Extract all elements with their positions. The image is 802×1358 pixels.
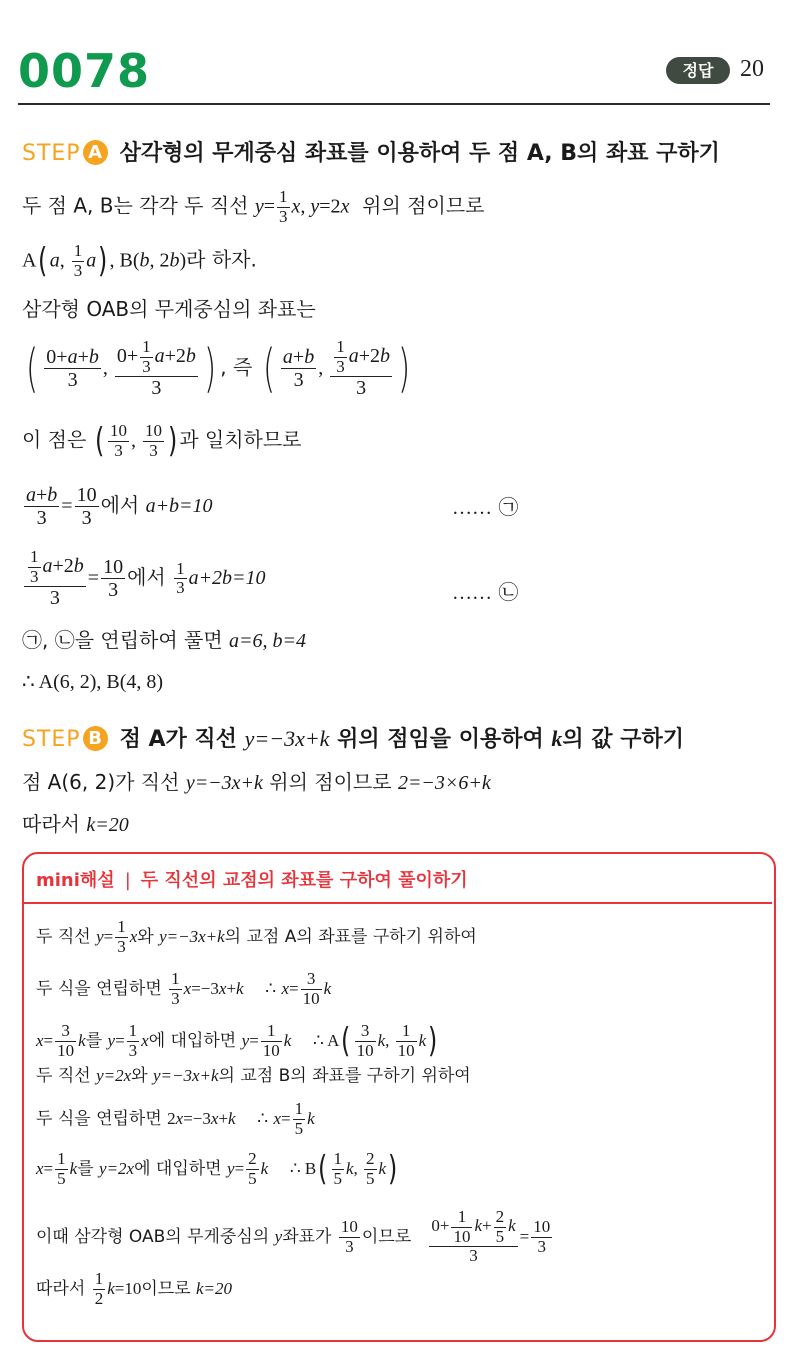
sol-line-1: 두 점 A, B는 각각 두 직선 y= $\frac{1}{3}$ x, y=2x 위의 점이므로 bbox=[22, 187, 485, 226]
mini-line-5: 두 식을 연립하면 2x=−3x+k ∴ x= $\frac{1}{5}$ k bbox=[36, 1099, 315, 1138]
text: 에서 bbox=[100, 493, 140, 517]
text: 즉 bbox=[232, 355, 253, 380]
mini-line-7: 이때 삼각형 OAB의 무게중심의 y좌표가 $\frac{10}{3}$ 이므로 0+ $\frac{1}{10}$ k+ $\frac{2}{5}$ k 3 = $\frac{10}{3}$ bbox=[36, 1207, 551, 1266]
text: ㉠, ㉡을 연립하여 풀면 bbox=[22, 628, 223, 652]
answer-value: 20 bbox=[740, 56, 764, 82]
sol-line-8 bbox=[22, 628, 306, 653]
step-a-label: STEP bbox=[22, 141, 81, 166]
mini-line-2: 두 식을 연립하면 $\frac{1}{3}$ x=−3x+k ∴ x= $\frac{3}{10}$ k bbox=[36, 969, 332, 1008]
answer-badge: 정답 bbox=[666, 57, 730, 84]
header-divider bbox=[18, 103, 770, 105]
step-b-letter: B bbox=[83, 726, 108, 751]
sol-eq-2: $\frac{1}{3}$ a+2b 3 = $\frac{10}{3}$ 에서 $\frac{1}{3}$ a+2b=10 bbox=[22, 548, 266, 609]
mini-line-1: 두 직선 y= $\frac{1}{3}$ x와 y=−3x+k의 교점 A의 좌표를 구하기 위하여 bbox=[36, 917, 477, 956]
eq1-result: a+b=10 bbox=[145, 495, 213, 517]
text: 에서 bbox=[127, 565, 166, 590]
mini-tag: mini해설 bbox=[36, 870, 115, 891]
mini-line-6: x= $\frac{1}{5}$ k를 y=2x에 대입하면 y= $\frac{2}{5}$ k ∴ B( $\frac{1}{5}$ k, $\frac{2}{5}$ k) bbox=[36, 1149, 398, 1190]
sol-centroid-line: ( $\frac{0+a+b}{3}$ , 0+ $\frac{1}{3}$ a+2b 3 ) , 즉 ( $\frac{a+b}{3}$ , $\frac{1}{3}$ a+2b 3 ) bbox=[26, 337, 411, 400]
eq2-result: a+2b=10 bbox=[188, 567, 266, 590]
sol-line-11: 따라서 k=20 bbox=[22, 812, 129, 836]
sol-line-2: A(a, $\frac{1}{3}$ a), B(b, 2b)라 하자. bbox=[22, 241, 257, 282]
sol-line-10: 점 A(6, 2)가 직선 y=−3x+k 위의 점이므로 2=−3×6+k bbox=[22, 770, 491, 794]
mini-line-3: x= $\frac{3}{10}$ k를 y= $\frac{1}{3}$ x에 대입하면 y= $\frac{1}{10}$ k ∴ A( $\frac{3}{10}$ k, $\frac{1}{10}$ k) bbox=[36, 1021, 438, 1062]
mini-title: 두 직선의 교점의 좌표를 구하여 풀이하기 bbox=[140, 870, 468, 891]
step-b-heading: STEP B 점 A가 직선 y=−3x+k 위의 점임을 이용하여 k의 값 구하기 bbox=[22, 726, 684, 752]
eq1-marker: …… ㉠ bbox=[452, 495, 519, 519]
mini-header: mini해설 | 두 직선의 교점의 좌표를 구하여 풀이하기 bbox=[36, 870, 468, 891]
mini-line-8: 따라서 $\frac{1}{2}$ k=10이므로 k=20 bbox=[36, 1269, 233, 1308]
step-a-heading bbox=[22, 136, 720, 167]
step-a-title: 삼각형의 무게중심 좌표를 이용하여 두 점 A, B의 좌표 구하기 bbox=[119, 141, 720, 166]
sol-line-5: 이 점은 ( $\frac{10}{3}$ , $\frac{10}{3}$ )과 일치하므로 bbox=[22, 421, 302, 462]
text: 과 일치하므로 bbox=[179, 427, 302, 452]
mini-header-divider bbox=[22, 902, 772, 904]
mini-line-4: 두 직선 y=2x와 y=−3x+k의 교점 B의 좌표를 구하기 위하여 bbox=[36, 1066, 471, 1086]
text: 위의 점이므로 bbox=[362, 193, 485, 218]
text: 라 하자. bbox=[186, 247, 257, 272]
solve-result: a=6, b=4 bbox=[229, 630, 307, 652]
step-a-letter: A bbox=[83, 140, 108, 165]
problem-number: 0078 bbox=[18, 44, 151, 98]
sol-eq-1: $\frac{a+b}{3}$ = $\frac{10}{3}$ 에서 a+b=10 bbox=[26, 484, 213, 529]
sol-line-3: 삼각형 OAB의 무게중심의 좌표는 bbox=[22, 297, 316, 321]
text: 두 점 A, B는 각각 두 직선 bbox=[22, 193, 249, 218]
eq2-marker: …… ㉡ bbox=[452, 580, 519, 604]
sol-line-9: ∴ A(6, 2), B(4, 8) bbox=[22, 671, 164, 693]
text: 이 점은 bbox=[22, 427, 87, 452]
step-b-label: STEP bbox=[22, 727, 81, 752]
